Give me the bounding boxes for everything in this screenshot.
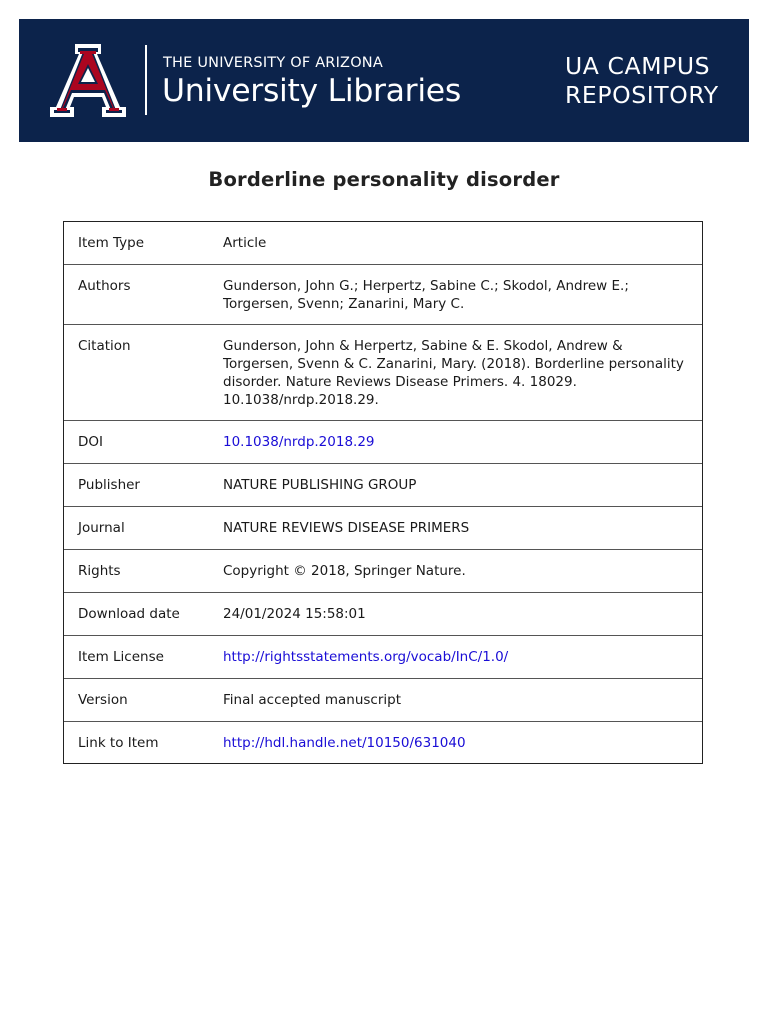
- row-value: Gunderson, John G.; Herpertz, Sabine C.; Skodol, Andrew E.; Torgersen, Svenn; Zanarini, Mary C.: [223, 278, 629, 312]
- table-row-citation: [64, 325, 702, 421]
- row-label: Item Type: [78, 235, 145, 251]
- row-label: Version: [78, 692, 128, 708]
- university-of-arizona-a-logo: [46, 44, 130, 117]
- table-row-journal: [64, 507, 702, 550]
- table-row-download-date: [64, 593, 702, 636]
- metadata-table: [63, 221, 703, 764]
- row-label: Item License: [78, 649, 164, 665]
- row-value: [223, 722, 702, 763]
- row-label: Journal: [78, 520, 125, 536]
- row-label: Publisher: [78, 477, 140, 493]
- row-value: [223, 636, 702, 678]
- row-label: Rights: [78, 563, 121, 579]
- row-value: Final accepted manuscript: [223, 692, 402, 708]
- header-divider: [145, 45, 147, 115]
- row-label: Link to Item: [78, 735, 159, 751]
- doi-link[interactable]: 10.1038/nrdp.2018.29: [223, 434, 375, 450]
- libraries-name: University Libraries: [162, 73, 461, 109]
- row-label: Citation: [78, 338, 131, 354]
- row-value: [223, 421, 702, 463]
- row-value: Gunderson, John & Herpertz, Sabine & E. Skodol, Andrew & Torgersen, Svenn & C. Zanarini, Mary. (2018). Borderline personality disorder. Nature Reviews Disease Primers. 4. 18029. 10.1038/nrdp.2018.29.: [223, 338, 684, 408]
- repository-name: [565, 52, 719, 110]
- table-row-publisher: [64, 464, 702, 507]
- row-value: NATURE PUBLISHING GROUP: [223, 477, 417, 493]
- repository-line-1: UA CAMPUS: [565, 52, 711, 80]
- university-name: THE UNIVERSITY OF ARIZONA: [163, 55, 383, 71]
- table-row-version: [64, 679, 702, 722]
- row-value: NATURE REVIEWS DISEASE PRIMERS: [223, 520, 470, 536]
- row-value: Copyright © 2018, Springer Nature.: [223, 563, 466, 579]
- row-label: Download date: [78, 606, 180, 622]
- table-row-link-to-item: [64, 722, 702, 763]
- row-label: DOI: [78, 434, 104, 450]
- table-row-doi: [64, 421, 702, 464]
- item-handle-link[interactable]: http://hdl.handle.net/10150/631040: [223, 735, 466, 751]
- table-row-item-license: [64, 636, 702, 679]
- header-banner: [19, 19, 749, 142]
- table-row-item-type: [64, 222, 702, 265]
- repository-line-2: REPOSITORY: [565, 81, 719, 109]
- row-value: 24/01/2024 15:58:01: [223, 606, 366, 622]
- table-row-authors: [64, 265, 702, 325]
- row-label: Authors: [78, 278, 131, 294]
- license-link[interactable]: http://rightsstatements.org/vocab/InC/1.0/: [223, 649, 509, 665]
- document-title: Borderline personality disorder: [208, 168, 560, 191]
- row-value: Article: [223, 235, 267, 251]
- table-row-rights: [64, 550, 702, 593]
